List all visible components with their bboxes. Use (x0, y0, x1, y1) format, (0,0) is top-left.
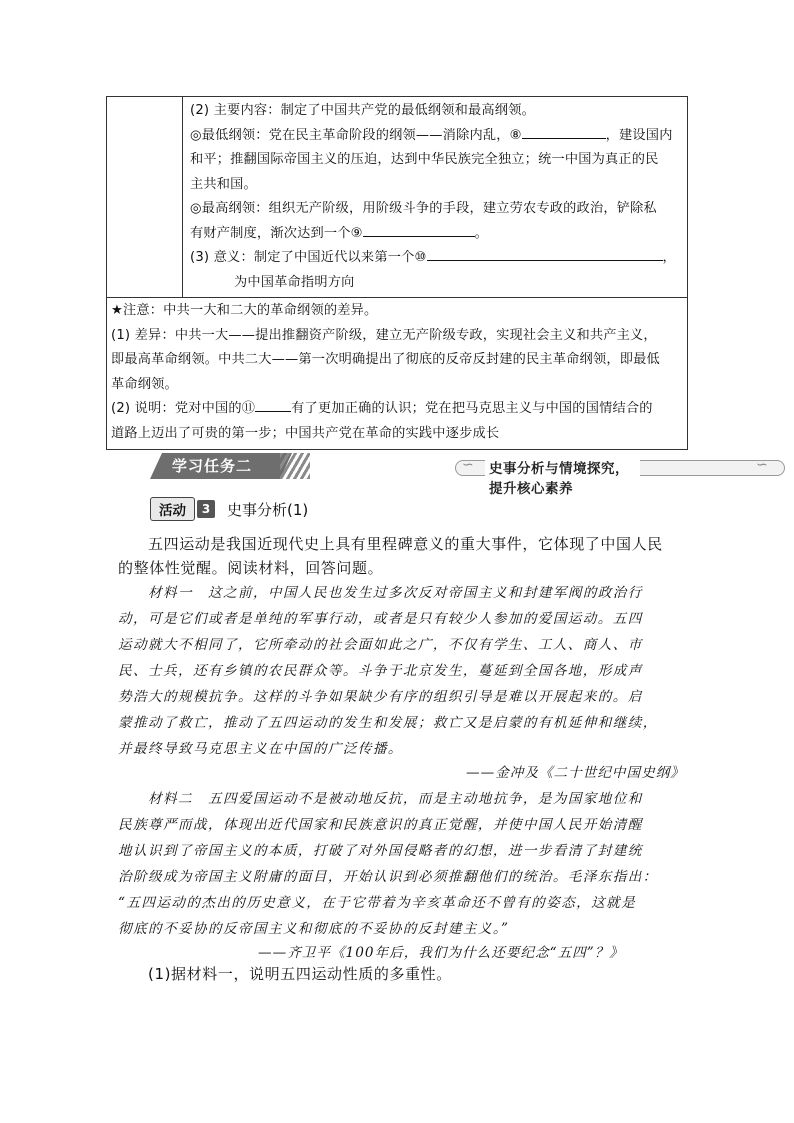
note-difference-line: (1) 差异：中共一大——提出推翻资产阶级，建立无产阶级专政，实现社会主义和共产主义， (111, 327, 657, 343)
knowledge-table (106, 96, 688, 450)
swirl-left-icon: ∽ (462, 457, 474, 473)
table-label-cell (107, 97, 183, 297)
intro-line-1: 五四运动是我国近现代史上具有里程碑意义的重大事件，它体现了中国人民 (148, 535, 663, 553)
section-banner (150, 451, 768, 497)
material2-line: 材料二 五四爱国运动不是被动地反抗，而是主动地抗争，是为国家地位和 (148, 791, 643, 807)
material1-line: 材料一 这之前，中国人民也发生过多次反对帝国主义和封建军阀的政治行 (148, 585, 643, 601)
task-label: 学习任务二 (172, 457, 253, 475)
fill-blank-9[interactable] (363, 222, 475, 237)
material1-line: 民、士兵，还有乡镇的农民群众等。斗争于北京发生，蔓延到全国各地，形成声 (118, 663, 643, 679)
material2-line: 民族尊严而战，体现出近代国家和民族意识的真正觉醒，并使中国人民开始清醒 (118, 817, 643, 833)
material2-source: ——齐卫平《100年后，我们为什么还要纪念“五四”？》 (258, 945, 624, 961)
maximum-program-line: ◎最高纲领：组织无产阶级，用阶级斗争的手段，建立劳农专政的政治，铲除私 (190, 201, 657, 216)
maximum-program-line-2: 有财产制度，渐次达到一个⑨ 。 (190, 222, 681, 247)
fill-blank-10[interactable] (427, 246, 663, 261)
note-difference-line-3: 革命纲领。 (111, 376, 178, 392)
table-row-content (107, 97, 687, 298)
material1-line: 势浩大的规模抗争。这样的斗争如果缺少有序的组织引导是难以开展起来的。启 (118, 689, 643, 705)
material2-line: 治阶级成为帝国主义附庸的面目，开始认识到必须推翻他们的统治。毛泽东指出： (118, 869, 658, 885)
significance-line-2: 为中国革命指明方向 (234, 274, 355, 290)
note-explanation-line-2: 道路上迈出了可贵的第一步；中国共产党在革命的实践中逐步成长 (111, 425, 500, 441)
minimum-program-line-3: 主共和国。 (190, 176, 257, 192)
activity-label: 活动 (150, 497, 195, 521)
material1-line: 并最终导致马克思主义在中国的广泛传播。 (118, 741, 403, 757)
ribbon-text: 史事分析与情境探究，提升核心素养 (485, 457, 640, 497)
stripe-decoration (280, 453, 310, 479)
fill-blank-8[interactable] (522, 124, 606, 139)
material2-line: 彻底的不妥协的反帝国主义和彻底的不妥协的反封建主义。” (118, 921, 510, 937)
activity-number: 3 (197, 500, 215, 518)
note-explanation-line: (2) 说明：党对中国的⑪ 有了更加正确的认识；党在把马克思主义与中国的国情结合的 (111, 397, 683, 422)
material1-line: 运动就大不相同了，它所牵动的社会面如此之广，不仅有学生、工人、商人、市 (118, 637, 643, 653)
note-difference-line-2: 即最高革命纲领。中共二大——第一次明确提出了彻底的反帝反封建的民主革命纲领，即最低 (111, 352, 660, 367)
activity-header (150, 497, 308, 521)
swirl-right-icon: ∽ (756, 457, 768, 473)
minimum-program-line: ◎最低纲领：党在民主革命阶段的纲领——消除内乱，⑧ ，建设国内 (190, 124, 681, 149)
intro-line-2: 的整体性觉醒。阅读材料，回答问题。 (118, 559, 384, 577)
activity-title: 史事分析(1) (227, 500, 309, 519)
question-1: (1)据材料一，说明五四运动性质的多重性。 (148, 965, 452, 983)
material2-line: “五四运动的杰出的历史意义，在于它带着为辛亥革命还不曾有的姿态，这就是 (118, 895, 637, 911)
note-heading: ★注意：中共一大和二大的革命纲领的差异。 (111, 303, 378, 318)
material2-line: 地认识到了帝国主义的本质，打破了对外国侵略者的幻想，进一步看清了封建统 (118, 843, 643, 859)
significance-line: (3) 意义：制定了中国近代以来第一个⑩ ， (190, 246, 681, 271)
material1-source: ——金冲及《二十世纪中国史纲》 (466, 765, 685, 781)
material1-line: 蒙推动了救亡，推动了五四运动的发生和发展；救亡又是启蒙的有机延伸和继续， (118, 715, 658, 731)
main-content-line: (2) 主要内容：制定了中国共产党的最低纲领和最高纲领。 (190, 103, 535, 118)
table-row-note (107, 298, 687, 449)
minimum-program-line-2: 和平；推翻国际帝国主义的压迫，达到中华民族完全独立；统一中国为真正的民 (190, 152, 659, 167)
material1-line: 动，可是它们或者是单纯的军事行动，或者是只有较少人参加的爱国运动。五四 (118, 611, 643, 627)
fill-blank-11[interactable] (255, 397, 291, 412)
table-content-cell (183, 97, 687, 297)
